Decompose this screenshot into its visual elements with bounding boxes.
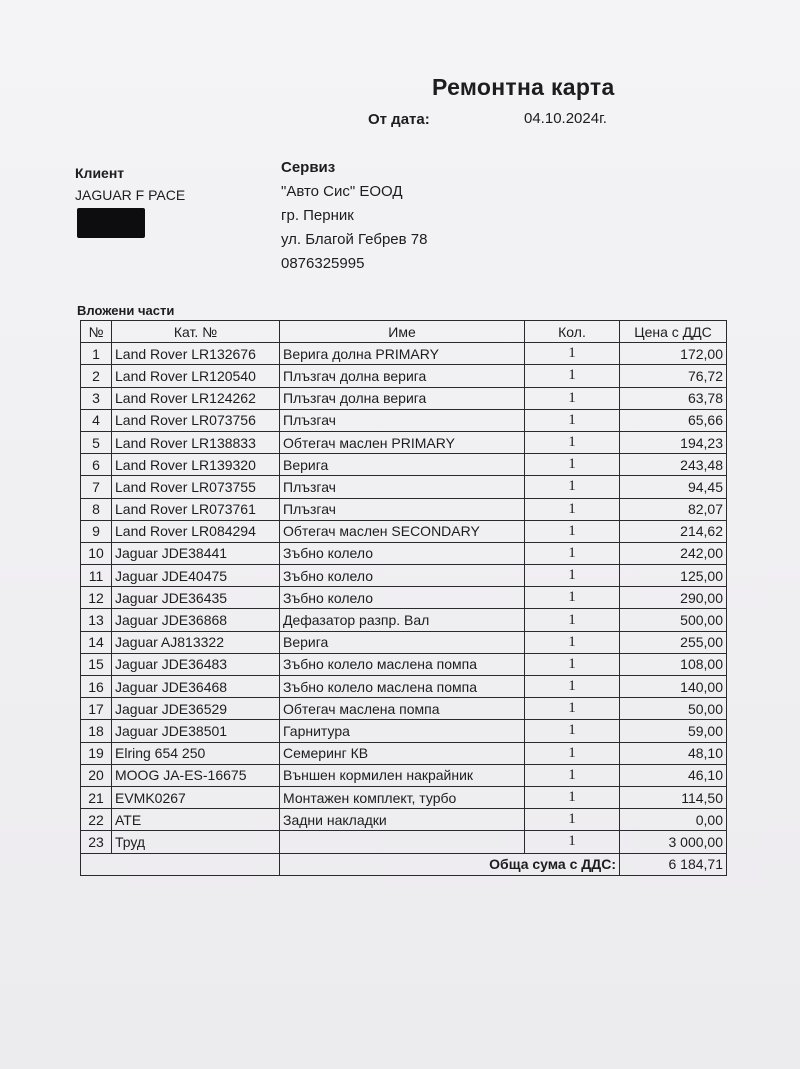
cell-catalog: Land Rover LR084294 (112, 520, 280, 542)
cell-catalog: Land Rover LR124262 (112, 387, 280, 409)
cell-catalog: EVMK0267 (112, 786, 280, 808)
cell-number: 7 (81, 476, 112, 498)
column-header-quantity: Кол. (525, 321, 620, 343)
cell-quantity: 1 (525, 520, 620, 542)
cell-catalog: Land Rover LR120540 (112, 365, 280, 387)
parts-table (80, 320, 727, 876)
cell-number: 22 (81, 809, 112, 831)
cell-catalog: Jaguar JDE36435 (112, 587, 280, 609)
cell-name: Зъбно колело (280, 587, 525, 609)
cell-name: Плъзгач (280, 476, 525, 498)
page-title: Ремонтна карта (432, 74, 615, 100)
cell-quantity: 1 (525, 831, 620, 853)
cell-catalog: Land Rover LR073756 (112, 409, 280, 431)
cell-number: 6 (81, 454, 112, 476)
table-row (81, 831, 727, 853)
cell-quantity: 1 (525, 476, 620, 498)
cell-name: Плъзгач (280, 498, 525, 520)
cell-catalog: Jaguar AJ813322 (112, 631, 280, 653)
cell-price: 76,72 (620, 365, 727, 387)
cell-name: Задни накладки (280, 809, 525, 831)
cell-catalog: Jaguar JDE36868 (112, 609, 280, 631)
cell-quantity: 1 (525, 764, 620, 786)
cell-number: 11 (81, 565, 112, 587)
cell-price: 114,50 (620, 786, 727, 808)
cell-name: Зъбно колело маслена помпа (280, 676, 525, 698)
table-row (81, 786, 727, 808)
cell-quantity: 1 (525, 742, 620, 764)
cell-quantity: 1 (525, 431, 620, 453)
cell-name: Обтегач маслен PRIMARY (280, 431, 525, 453)
cell-catalog: Труд (112, 831, 280, 853)
cell-quantity: 1 (525, 542, 620, 564)
cell-price: 194,23 (620, 431, 727, 453)
cell-price: 3 000,00 (620, 831, 727, 853)
cell-price: 94,45 (620, 476, 727, 498)
cell-catalog: Jaguar JDE36529 (112, 698, 280, 720)
service-city: гр. Перник (281, 207, 354, 224)
table-row (81, 343, 727, 365)
table-row (81, 653, 727, 675)
table-row (81, 676, 727, 698)
cell-price: 0,00 (620, 809, 727, 831)
cell-number: 14 (81, 631, 112, 653)
cell-name: Верига (280, 631, 525, 653)
service-phone: 0876325995 (281, 255, 365, 272)
cell-catalog: Jaguar JDE38441 (112, 542, 280, 564)
table-row (81, 365, 727, 387)
cell-name: Зъбно колело (280, 565, 525, 587)
client-vehicle: JAGUAR F PACE (75, 187, 186, 203)
cell-catalog: Jaguar JDE36483 (112, 653, 280, 675)
cell-catalog: Jaguar JDE38501 (112, 720, 280, 742)
cell-price: 63,78 (620, 387, 727, 409)
cell-quantity: 1 (525, 653, 620, 675)
cell-catalog: Land Rover LR139320 (112, 454, 280, 476)
table-row (81, 587, 727, 609)
cell-price: 59,00 (620, 720, 727, 742)
table-row (81, 809, 727, 831)
cell-number: 20 (81, 764, 112, 786)
parts-heading: Вложени части (77, 303, 175, 318)
cell-name: Външен кормилен накрайник (280, 764, 525, 786)
cell-name: Верига (280, 454, 525, 476)
cell-catalog: ATE (112, 809, 280, 831)
table-row (81, 742, 727, 764)
cell-number: 10 (81, 542, 112, 564)
cell-name (280, 831, 525, 853)
cell-number: 16 (81, 676, 112, 698)
cell-price: 242,00 (620, 542, 727, 564)
cell-catalog: Jaguar JDE40475 (112, 565, 280, 587)
table-row (81, 764, 727, 786)
cell-number: 5 (81, 431, 112, 453)
service-heading: Сервиз (281, 159, 336, 176)
cell-number: 18 (81, 720, 112, 742)
table-row (81, 387, 727, 409)
cell-catalog: MOOG JA-ES-16675 (112, 764, 280, 786)
table-row (81, 431, 727, 453)
cell-price: 290,00 (620, 587, 727, 609)
cell-name: Плъзгач долна верига (280, 365, 525, 387)
cell-price: 46,10 (620, 764, 727, 786)
table-row (81, 409, 727, 431)
date-label: От дата: (368, 111, 430, 128)
cell-quantity: 1 (525, 786, 620, 808)
cell-number: 9 (81, 520, 112, 542)
parts-table-body (81, 343, 727, 853)
table-row (81, 565, 727, 587)
cell-quantity: 1 (525, 587, 620, 609)
total-row (81, 853, 727, 875)
cell-name: Зъбно колело маслена помпа (280, 653, 525, 675)
cell-name: Дефазатор разпр. Вал (280, 609, 525, 631)
cell-number: 17 (81, 698, 112, 720)
cell-catalog: Land Rover LR073755 (112, 476, 280, 498)
cell-quantity: 1 (525, 454, 620, 476)
cell-number: 23 (81, 831, 112, 853)
client-heading: Клиент (75, 165, 125, 181)
cell-number: 12 (81, 587, 112, 609)
cell-name: Семеринг КВ (280, 742, 525, 764)
redaction-block (77, 208, 145, 238)
cell-quantity: 1 (525, 609, 620, 631)
total-value: 6 184,71 (620, 853, 727, 875)
column-header-price: Цена с ДДС (620, 321, 727, 343)
cell-catalog: Land Rover LR138833 (112, 431, 280, 453)
table-row (81, 498, 727, 520)
cell-price: 108,00 (620, 653, 727, 675)
cell-quantity: 1 (525, 343, 620, 365)
cell-number: 4 (81, 409, 112, 431)
table-row (81, 542, 727, 564)
cell-quantity: 1 (525, 698, 620, 720)
column-header-name: Име (280, 321, 525, 343)
table-header-row (81, 321, 727, 343)
cell-name: Плъзгач (280, 409, 525, 431)
table-row (81, 698, 727, 720)
cell-name: Плъзгач долна верига (280, 387, 525, 409)
cell-price: 65,66 (620, 409, 727, 431)
cell-name: Верига долна PRIMARY (280, 343, 525, 365)
cell-price: 140,00 (620, 676, 727, 698)
cell-name: Монтажен комплект, турбо (280, 786, 525, 808)
cell-quantity: 1 (525, 676, 620, 698)
cell-catalog: Elring 654 250 (112, 742, 280, 764)
cell-price: 125,00 (620, 565, 727, 587)
cell-name: Зъбно колело (280, 542, 525, 564)
cell-catalog: Jaguar JDE36468 (112, 676, 280, 698)
cell-catalog: Land Rover LR073761 (112, 498, 280, 520)
service-street: ул. Благой Гебрев 78 (281, 231, 428, 248)
table-row (81, 720, 727, 742)
cell-number: 21 (81, 786, 112, 808)
cell-number: 15 (81, 653, 112, 675)
cell-name: Обтегач маслен SECONDARY (280, 520, 525, 542)
total-spacer (81, 853, 280, 875)
table-row (81, 609, 727, 631)
cell-quantity: 1 (525, 387, 620, 409)
cell-price: 50,00 (620, 698, 727, 720)
cell-number: 1 (81, 343, 112, 365)
cell-quantity: 1 (525, 720, 620, 742)
cell-quantity: 1 (525, 809, 620, 831)
service-company: "Авто Сис" ЕООД (281, 183, 403, 200)
cell-quantity: 1 (525, 565, 620, 587)
cell-price: 255,00 (620, 631, 727, 653)
cell-number: 13 (81, 609, 112, 631)
cell-quantity: 1 (525, 631, 620, 653)
column-header-number: № (81, 321, 112, 343)
cell-price: 48,10 (620, 742, 727, 764)
total-label: Обща сума с ДДС: (280, 853, 620, 875)
date-value: 04.10.2024г. (524, 110, 607, 127)
table-row (81, 454, 727, 476)
cell-name: Обтегач маслена помпа (280, 698, 525, 720)
cell-number: 2 (81, 365, 112, 387)
column-header-catalog: Кат. № (112, 321, 280, 343)
cell-name: Гарнитура (280, 720, 525, 742)
table-row (81, 520, 727, 542)
cell-number: 19 (81, 742, 112, 764)
cell-price: 243,48 (620, 454, 727, 476)
cell-quantity: 1 (525, 409, 620, 431)
cell-price: 214,62 (620, 520, 727, 542)
cell-price: 82,07 (620, 498, 727, 520)
cell-number: 3 (81, 387, 112, 409)
cell-number: 8 (81, 498, 112, 520)
cell-catalog: Land Rover LR132676 (112, 343, 280, 365)
cell-quantity: 1 (525, 365, 620, 387)
cell-price: 172,00 (620, 343, 727, 365)
table-row (81, 631, 727, 653)
table-row (81, 476, 727, 498)
cell-quantity: 1 (525, 498, 620, 520)
cell-price: 500,00 (620, 609, 727, 631)
